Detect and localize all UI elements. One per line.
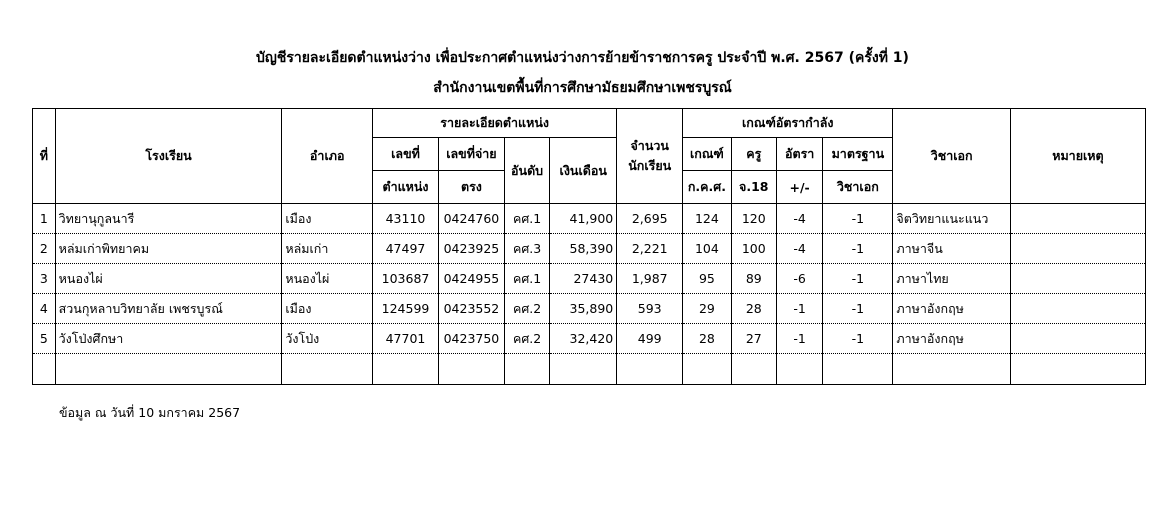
cell-school: สวนกุหลาบวิทยาลัย เพชรบูรณ์ bbox=[55, 294, 282, 324]
cell-criteria: 28 bbox=[683, 324, 731, 354]
cell-teachers: 27 bbox=[731, 324, 776, 354]
cell-no: 5 bbox=[33, 324, 56, 354]
empty-cell bbox=[893, 354, 1010, 385]
cell-teachers: 89 bbox=[731, 264, 776, 294]
cell-major: ภาษาอังกฤษ bbox=[893, 324, 1010, 354]
cell-rank: คศ.2 bbox=[504, 294, 549, 324]
cell-students: 1,987 bbox=[617, 264, 683, 294]
cell-subject-std: -1 bbox=[823, 294, 893, 324]
header-position-no-line1: เลขที่ bbox=[373, 138, 439, 171]
cell-remarks bbox=[1010, 204, 1145, 234]
cell-teachers: 100 bbox=[731, 234, 776, 264]
cell-criteria: 104 bbox=[683, 234, 731, 264]
cell-rank: คศ.1 bbox=[504, 204, 549, 234]
cell-district: วังโป่ง bbox=[282, 324, 373, 354]
cell-rate: -1 bbox=[776, 294, 822, 324]
header-major: วิชาเอก bbox=[893, 109, 1010, 204]
document-title: บัญชีรายละเอียดตำแหน่งว่าง เพื่อประกาศตำแหน่งว่างการย้ายข้าราชการครู ประจำปี พ.ศ. 2567 (ครั้งที่ 1) bbox=[256, 50, 909, 66]
cell-students: 2,221 bbox=[617, 234, 683, 264]
empty-cell bbox=[282, 354, 373, 385]
cell-rank: คศ.2 bbox=[504, 324, 549, 354]
table-row bbox=[33, 234, 1146, 264]
cell-pay-no: 0423925 bbox=[438, 234, 504, 264]
cell-district: เมือง bbox=[282, 294, 373, 324]
cell-position-no: 103687 bbox=[373, 264, 439, 294]
header-criteria-line1: เกณฑ์ bbox=[683, 138, 731, 171]
cell-school: วิทยานุกูลนารี bbox=[55, 204, 282, 234]
cell-pay-no: 0423552 bbox=[438, 294, 504, 324]
cell-no: 4 bbox=[33, 294, 56, 324]
empty-cell bbox=[33, 354, 56, 385]
cell-salary: 41,900 bbox=[550, 204, 617, 234]
header-position-details: รายละเอียดตำแหน่ง bbox=[373, 109, 617, 138]
empty-cell bbox=[1010, 354, 1145, 385]
cell-criteria: 29 bbox=[683, 294, 731, 324]
header-teachers-line1: ครู bbox=[731, 138, 776, 171]
vacancy-table bbox=[32, 108, 1146, 385]
cell-subject-std: -1 bbox=[823, 264, 893, 294]
cell-position-no: 124599 bbox=[373, 294, 439, 324]
cell-criteria: 95 bbox=[683, 264, 731, 294]
empty-cell bbox=[731, 354, 776, 385]
empty-cell bbox=[438, 354, 504, 385]
header-subject-std-line2: วิชาเอก bbox=[823, 171, 893, 204]
header-rank: อันดับ bbox=[504, 138, 549, 204]
cell-criteria: 124 bbox=[683, 204, 731, 234]
cell-school: หนองไผ่ bbox=[55, 264, 282, 294]
cell-students: 593 bbox=[617, 294, 683, 324]
header-no: ที่ bbox=[33, 109, 56, 204]
header-teachers-line2: จ.18 bbox=[731, 171, 776, 204]
cell-subject-std: -1 bbox=[823, 234, 893, 264]
empty-cell bbox=[504, 354, 549, 385]
cell-remarks bbox=[1010, 294, 1145, 324]
table-row bbox=[33, 264, 1146, 294]
cell-rate: -1 bbox=[776, 324, 822, 354]
cell-pay-no: 0424760 bbox=[438, 204, 504, 234]
header-staffing: เกณฑ์อัตรากำลัง bbox=[683, 109, 893, 138]
cell-teachers: 28 bbox=[731, 294, 776, 324]
cell-remarks bbox=[1010, 324, 1145, 354]
header-students-line2: นักเรียน bbox=[628, 158, 672, 173]
cell-position-no: 47497 bbox=[373, 234, 439, 264]
cell-salary: 32,420 bbox=[550, 324, 617, 354]
document-subtitle: สำนักงานเขตพื้นที่การศึกษามัธยมศึกษาเพชรบูรณ์ bbox=[433, 80, 732, 96]
cell-position-no: 47701 bbox=[373, 324, 439, 354]
header-school: โรงเรียน bbox=[55, 109, 282, 204]
cell-rate: -4 bbox=[776, 204, 822, 234]
header-salary: เงินเดือน bbox=[550, 138, 617, 204]
header-criteria-line2: ก.ค.ศ. bbox=[683, 171, 731, 204]
empty-cell bbox=[683, 354, 731, 385]
cell-no: 2 bbox=[33, 234, 56, 264]
cell-salary: 35,890 bbox=[550, 294, 617, 324]
table-row-empty bbox=[33, 354, 1146, 385]
cell-rank: คศ.1 bbox=[504, 264, 549, 294]
cell-district: หล่มเก่า bbox=[282, 234, 373, 264]
cell-rate: -6 bbox=[776, 264, 822, 294]
cell-no: 1 bbox=[33, 204, 56, 234]
header-pay-no-line1: เลขที่จ่าย bbox=[438, 138, 504, 171]
cell-salary: 27430 bbox=[550, 264, 617, 294]
cell-district: เมือง bbox=[282, 204, 373, 234]
cell-school: หล่มเก่าพิทยาคม bbox=[55, 234, 282, 264]
cell-pay-no: 0424955 bbox=[438, 264, 504, 294]
cell-salary: 58,390 bbox=[550, 234, 617, 264]
empty-cell bbox=[776, 354, 822, 385]
cell-district: หนองไผ่ bbox=[282, 264, 373, 294]
cell-students: 499 bbox=[617, 324, 683, 354]
cell-school: วังโป่งศึกษา bbox=[55, 324, 282, 354]
cell-no: 3 bbox=[33, 264, 56, 294]
header-remarks: หมายเหตุ bbox=[1010, 109, 1145, 204]
header-rate-line1: อัตรา bbox=[776, 138, 822, 171]
cell-major: ภาษาไทย bbox=[893, 264, 1010, 294]
cell-major: จิตวิทยาแนะแนว bbox=[893, 204, 1010, 234]
header-position-no-line2: ตำแหน่ง bbox=[373, 171, 439, 204]
cell-rank: คศ.3 bbox=[504, 234, 549, 264]
table-row bbox=[33, 294, 1146, 324]
cell-position-no: 43110 bbox=[373, 204, 439, 234]
cell-rate: -4 bbox=[776, 234, 822, 264]
cell-major: ภาษาจีน bbox=[893, 234, 1010, 264]
empty-cell bbox=[373, 354, 439, 385]
cell-subject-std: -1 bbox=[823, 324, 893, 354]
table-row bbox=[33, 324, 1146, 354]
header-students bbox=[617, 109, 683, 204]
header-rate-line2: +/- bbox=[776, 171, 822, 204]
cell-teachers: 120 bbox=[731, 204, 776, 234]
empty-cell bbox=[617, 354, 683, 385]
cell-students: 2,695 bbox=[617, 204, 683, 234]
header-pay-no-line2: ตรง bbox=[438, 171, 504, 204]
header-district: อำเภอ bbox=[282, 109, 373, 204]
header-subject-std-line1: มาตรฐาน bbox=[823, 138, 893, 171]
empty-cell bbox=[823, 354, 893, 385]
cell-major: ภาษาอังกฤษ bbox=[893, 294, 1010, 324]
cell-remarks bbox=[1010, 264, 1145, 294]
cell-remarks bbox=[1010, 234, 1145, 264]
empty-cell bbox=[550, 354, 617, 385]
table-row bbox=[33, 204, 1146, 234]
cell-subject-std: -1 bbox=[823, 204, 893, 234]
footnote: ข้อมูล ณ วันที่ 10 มกราคม 2567 bbox=[59, 405, 241, 420]
cell-pay-no: 0423750 bbox=[438, 324, 504, 354]
header-students-line1: จำนวน bbox=[630, 138, 669, 153]
empty-cell bbox=[55, 354, 282, 385]
